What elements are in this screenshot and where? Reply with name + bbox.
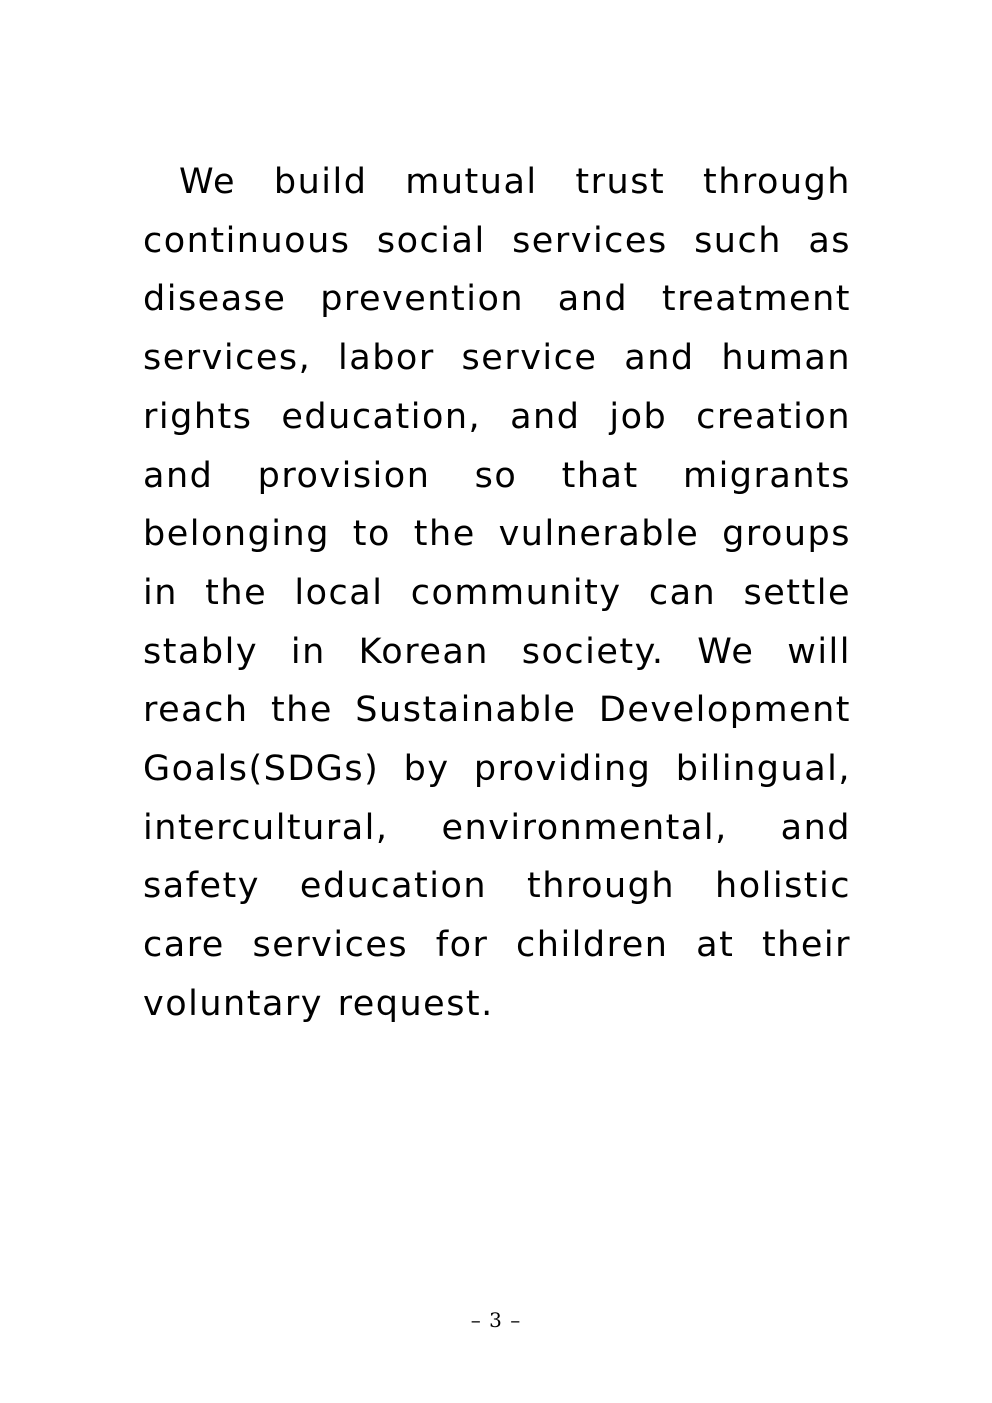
page-number: – 3 –	[470, 1308, 522, 1332]
body-paragraph: We build mutual trust through continuous social services such as disease prevention and treatment services, labor service and human rights education, and job creation and provision so that migrants belonging to the vulnerable groups in the local community can settle stably in Korean society. We will reach the Sustainable Development Goals(SDGs) by providing bilingual, intercultural, environmental, and safety education through holistic care services for children at their voluntary request.	[143, 162, 851, 1024]
